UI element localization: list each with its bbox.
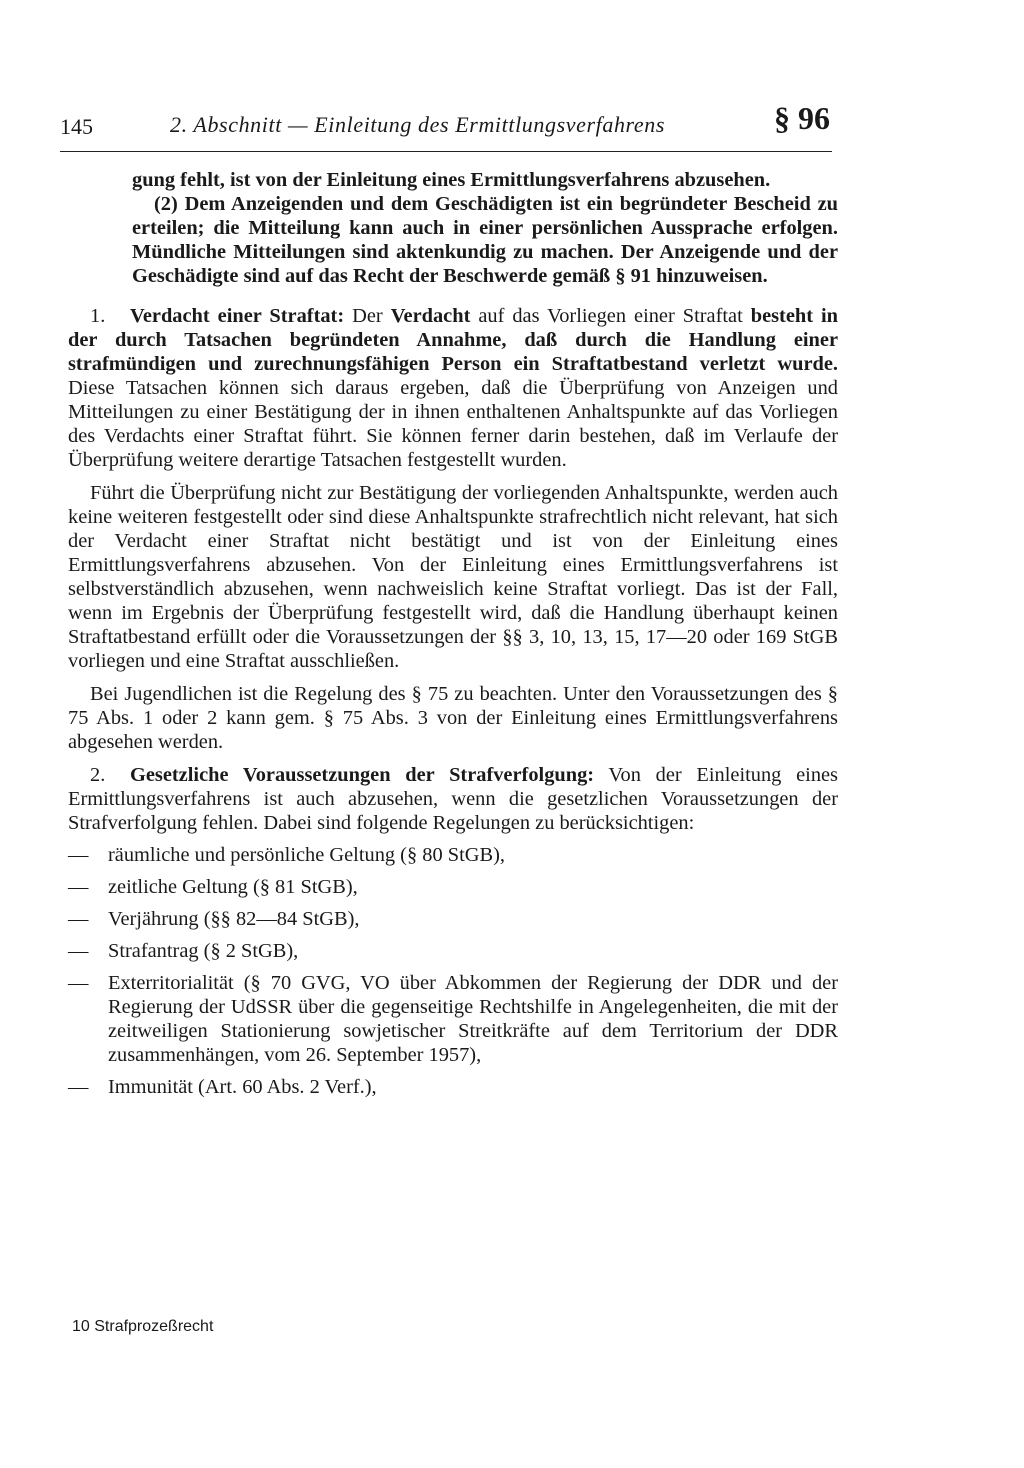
law-paragraph: gung fehlt, ist von der Einleitung eines Ermittlungsverfahrens abzusehen. [132, 169, 771, 191]
requirements-list [68, 843, 838, 1099]
annotations [68, 304, 838, 1099]
annotation-paragraph: Bei Jugendlichen ist die Regelung des § 75 zu beachten. Unter den Voraussetzungen des § 75 Abs. 1 oder 2 kann gem. § 75 Abs. 3 von der Einleitung eines Ermittlungsverfahrens abgesehen werden. [68, 683, 838, 753]
header-rule [60, 151, 832, 152]
law-text [68, 168, 838, 288]
law-paragraph: (2) Dem Anzeigenden und dem Geschädigten ist ein begründeter Bescheid zu erteilen; die Mitteilung kann auch in einer persönlichen Aussprache erfolgen. Mündliche Mitteilungen sind aktenkundig zu machen. Der Anzeigende und der Geschädigte sind auf das Recht der Beschwerde gemäß § 91 hinzuweisen. [132, 193, 838, 287]
annotation-number: 1. [90, 305, 106, 327]
annotation-1: 1. Verdacht einer Straftat: Der Verdacht auf das Vorliegen einer Straftat besteht in der durch Tatsachen begründeten Annahme, daß durch die Handlung einer strafmündigen und zurechnungsfähigen Person ein Straftatbestand verletzt wurde. Diese Tatsachen können sich daraus ergeben, daß die Überprüfung von Anzeigen und Mitteilungen zu einer Bestätigung der in ihnen enthaltenen Anhaltspunkte auf das Vorliegen des Verdachts einer Straftat führt. Sie können ferner darin bestehen, daß im Verlaufe der Überprüfung weitere derartige Tatsachen festgestellt wurden. [68, 305, 839, 471]
list-item: — Immunität (Art. 60 Abs. 2 Verf.), [68, 1076, 377, 1098]
list-item: — räumliche und persönliche Geltung (§ 80 StGB), [68, 844, 505, 866]
list-item: — Exterritorialität (§ 70 GVG, VO über Abkommen der Regierung der DDR und der Regierung der UdSSR über die gegenseitige Rechtshilfe in Angelegenheiten, die mit der zeitweiligen Stationierung sowjetischer Streitkräfte auf dem Territorium der DDR zusammenhängen, vom 26. September 1957), [68, 972, 838, 1066]
annotation-number: 2. [90, 764, 106, 786]
annotation-2: 2. Gesetzliche Voraussetzungen der Strafverfolgung: Von der Einleitung eines Ermittlungsverfahrens ist auch abzusehen, wenn die gesetzlichen Voraussetzungen der Strafverfolgung fehlen. Dabei sind folgende Regelungen zu berücksichtigen: [68, 764, 838, 834]
annotation-heading: Gesetzliche Voraussetzungen der Strafverfolgung: [130, 764, 595, 786]
footer-signature: 10 Strafprozeßrecht [72, 1318, 214, 1335]
running-title: 2. Abschnitt — Einleitung des Ermittlungsverfahrens [170, 112, 666, 137]
page-number: 145 [60, 114, 93, 139]
annotation-heading: Verdacht einer Straftat: [130, 305, 345, 327]
running-header [60, 100, 832, 150]
list-item: — Strafantrag (§ 2 StGB), [68, 940, 299, 962]
section-mark: § 96 [774, 100, 830, 136]
body-text [68, 168, 838, 1099]
definition-emphasis: besteht in der durch Tatsachen begründeten Annahme, daß durch die Handlung einer strafmündigen und zurechnungsfähigen Person ein Straftatbestand verletzt wurde. [68, 305, 839, 375]
list-item: — Verjährung (§§ 82—84 StGB), [68, 908, 360, 930]
annotation-paragraph: Führt die Überprüfung nicht zur Bestätigung der vorliegenden Anhaltspunkte, werden auch keine weiteren festgestellt oder sind diese Anhaltspunkte strafrechtlich nicht relevant, hat sich der Verdacht einer Straftat nicht bestätigt und ist von der Einleitung eines Ermittlungsverfahrens abzusehen. Von der Einleitung eines Ermittlungsverfahrens ist selbstverständlich abzusehen, wenn nachweislich keine Straftat vorliegt. Das ist der Fall, wenn im Ergebnis der Überprüfung festgestellt wird, daß die Handlung überhaupt keinen Straftatbestand erfüllt oder die Voraussetzungen der §§ 3, 10, 13, 15, 17—20 oder 169 StGB vorliegen und eine Straftat ausschließen. [68, 482, 838, 672]
list-item: — zeitliche Geltung (§ 81 StGB), [68, 876, 358, 898]
